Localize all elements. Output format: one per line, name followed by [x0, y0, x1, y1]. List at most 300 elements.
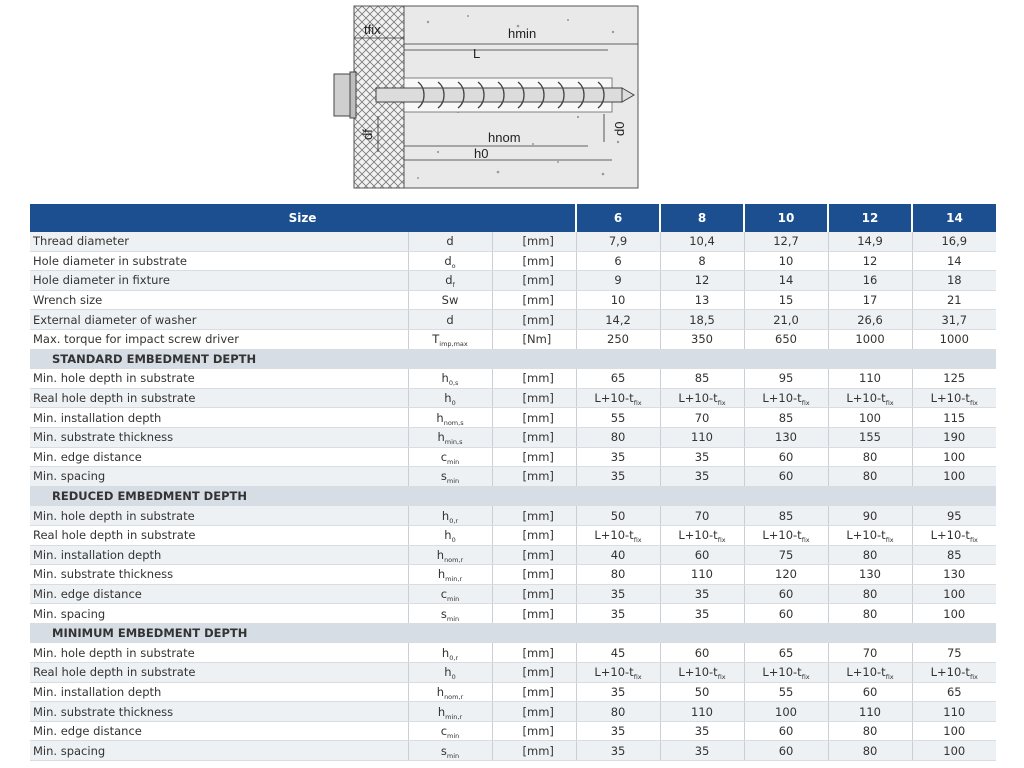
value-cell [744, 271, 828, 291]
parameter-name: Wrench size [30, 290, 408, 310]
value: L+10-t [930, 665, 970, 680]
unit: [mm] [492, 721, 576, 741]
unit: [mm] [492, 408, 576, 428]
symbol-subscript: 0,s [448, 379, 459, 388]
size-col-header: 12 [828, 204, 912, 232]
table-row [30, 702, 996, 722]
value-subscript: fix [801, 673, 810, 682]
value-cell [576, 408, 660, 428]
parameter-name: Min. installation depth [30, 545, 408, 565]
parameter-name: Min. spacing [30, 467, 408, 487]
symbol: c [440, 586, 448, 601]
value: 80 [862, 449, 878, 464]
value: 16 [862, 273, 878, 288]
symbol-subscript: imp,max [439, 340, 468, 349]
symbol-cell [408, 310, 492, 330]
value: L+10-t [846, 391, 886, 406]
symbol-subscript: 0 [451, 399, 456, 408]
value: 350 [691, 332, 713, 347]
value-cell [828, 251, 912, 271]
value-cell [744, 467, 828, 487]
value: 650 [775, 332, 797, 347]
value: 100 [859, 410, 881, 425]
value: L+10-t [846, 528, 886, 543]
value-cell [744, 310, 828, 330]
value-cell [576, 271, 660, 291]
unit: [mm] [492, 604, 576, 624]
value-cell [576, 721, 660, 741]
parameter-name: Min. spacing [30, 604, 408, 624]
value: L+10-t [846, 665, 886, 680]
value: 70 [694, 508, 710, 523]
parameter-name: Min. substrate thickness [30, 565, 408, 585]
value-subscript: fix [717, 399, 726, 408]
symbol-subscript: nom,s [443, 418, 464, 427]
value: 60 [862, 684, 878, 699]
table-row [30, 290, 996, 310]
value-cell [744, 506, 828, 526]
unit: [mm] [492, 643, 576, 663]
value: 50 [694, 684, 710, 699]
value: 125 [943, 371, 966, 386]
symbol: h [441, 371, 449, 386]
symbol-subscript: 0 [451, 536, 456, 545]
value-cell [744, 584, 828, 604]
value: 90 [862, 508, 878, 523]
value-cell [576, 232, 660, 251]
value: 75 [946, 645, 962, 660]
value-cell [912, 271, 996, 291]
value: 55 [610, 410, 626, 425]
table-row [30, 251, 996, 271]
value-cell [828, 467, 912, 487]
value: 10 [610, 293, 626, 308]
value: 100 [943, 606, 966, 621]
symbol: h [437, 430, 445, 445]
value: 110 [691, 567, 713, 582]
value: 35 [694, 469, 710, 484]
value: 85 [946, 547, 962, 562]
value-cell [912, 545, 996, 565]
value: L+10-t [762, 528, 802, 543]
value-cell [576, 604, 660, 624]
value-cell [828, 271, 912, 291]
value-cell [660, 702, 744, 722]
symbol: h [436, 410, 444, 425]
value: 110 [691, 704, 713, 719]
value: 190 [943, 430, 966, 445]
symbol-subscript: min,s [444, 438, 463, 447]
table-row [30, 310, 996, 330]
value: 8 [698, 253, 706, 268]
value-cell [576, 290, 660, 310]
value-cell [744, 369, 828, 389]
unit: [mm] [492, 584, 576, 604]
value-cell [912, 643, 996, 663]
symbol-cell [408, 388, 492, 408]
value: L+10-t [678, 665, 718, 680]
value: 17 [862, 293, 878, 308]
value: 100 [943, 743, 966, 758]
value: 110 [691, 430, 713, 445]
parameter-name: Thread diameter [30, 232, 408, 251]
value-cell [576, 682, 660, 702]
symbol-cell [408, 329, 492, 349]
value-cell [912, 525, 996, 545]
value-cell [660, 290, 744, 310]
screw-shank [376, 88, 622, 102]
value-cell [576, 663, 660, 683]
value-cell [912, 447, 996, 467]
value-cell [744, 721, 828, 741]
symbol: d [444, 253, 452, 268]
symbol-subscript: min [446, 614, 460, 623]
value: 70 [694, 410, 710, 425]
table-row [30, 545, 996, 565]
value: 35 [610, 449, 626, 464]
value-cell [660, 565, 744, 585]
size-col-header: 10 [744, 204, 828, 232]
unit: [mm] [492, 545, 576, 565]
symbol-subscript: f [452, 281, 455, 290]
value: 13 [694, 293, 710, 308]
value: 80 [610, 567, 626, 582]
value-cell [660, 721, 744, 741]
value-cell [660, 232, 744, 251]
unit: [mm] [492, 427, 576, 447]
value-cell [660, 271, 744, 291]
value: 80 [610, 704, 626, 719]
value-cell [744, 741, 828, 761]
label-hnom: hnom [488, 130, 521, 145]
value-cell [576, 329, 660, 349]
symbol: h [444, 528, 452, 543]
symbol: d [445, 273, 453, 288]
symbol: h [437, 567, 446, 582]
unit: [Nm] [492, 329, 576, 349]
value-subscript: fix [969, 673, 978, 682]
value: 35 [610, 606, 626, 621]
value-cell [912, 702, 996, 722]
value-subscript: fix [969, 399, 978, 408]
unit: [mm] [492, 271, 576, 291]
specification-table [30, 204, 996, 761]
value-cell [660, 310, 744, 330]
value: 65 [946, 684, 962, 699]
value: 95 [946, 508, 962, 523]
symbol: T [432, 332, 440, 347]
value: L+10-t [930, 391, 970, 406]
value: 60 [778, 724, 794, 739]
symbol-subscript: o [451, 261, 456, 270]
symbol: s [440, 469, 447, 484]
value-cell [744, 702, 828, 722]
value: 60 [694, 547, 710, 562]
unit: [mm] [492, 251, 576, 271]
table-row [30, 467, 996, 487]
value: 95 [778, 371, 794, 386]
table-header-row [30, 204, 996, 232]
value-cell [828, 232, 912, 251]
label-h0: h0 [474, 146, 489, 161]
value: 7,9 [608, 234, 628, 249]
table-row [30, 427, 996, 447]
symbol-subscript: min,r [445, 575, 463, 584]
value-cell [660, 427, 744, 447]
value: 21 [946, 293, 962, 308]
table-row [30, 741, 996, 761]
symbol-cell [408, 427, 492, 447]
value-cell [828, 584, 912, 604]
value: 60 [778, 449, 794, 464]
value: 110 [943, 704, 966, 719]
value: L+10-t [594, 391, 634, 406]
value: 130 [943, 567, 966, 582]
section-title: STANDARD EMBEDMENT DEPTH [30, 349, 996, 369]
value-subscript: fix [885, 673, 894, 682]
value-cell [828, 604, 912, 624]
symbol: d [446, 234, 454, 249]
value-cell [576, 388, 660, 408]
value: 80 [862, 586, 878, 601]
value-cell [828, 388, 912, 408]
unit: [mm] [492, 663, 576, 683]
value: 60 [694, 645, 710, 660]
value-cell [660, 329, 744, 349]
unit: [mm] [492, 741, 576, 761]
unit: [mm] [492, 388, 576, 408]
value-cell [576, 741, 660, 761]
value: 100 [775, 704, 797, 719]
value-cell [744, 525, 828, 545]
value: 18,5 [689, 312, 715, 327]
symbol-cell [408, 369, 492, 389]
symbol-subscript: min [446, 477, 460, 486]
symbol-subscript: 0,r [449, 653, 459, 662]
value-cell [912, 584, 996, 604]
value-cell [576, 467, 660, 487]
value-cell [576, 565, 660, 585]
value-cell [912, 388, 996, 408]
label-df: df [360, 129, 375, 140]
value: 40 [610, 547, 626, 562]
value-cell [576, 545, 660, 565]
symbol-subscript: min,r [445, 712, 463, 721]
value-cell [828, 545, 912, 565]
value-cell [576, 310, 660, 330]
value-cell [828, 663, 912, 683]
value-cell [660, 682, 744, 702]
table-row [30, 584, 996, 604]
washer [350, 72, 356, 118]
value-cell [912, 232, 996, 251]
value: 12 [862, 253, 878, 268]
value: 85 [778, 410, 794, 425]
value: 26,6 [857, 312, 883, 327]
table-row [30, 663, 996, 683]
symbol-cell [408, 643, 492, 663]
value-cell [912, 604, 996, 624]
symbol-cell [408, 525, 492, 545]
value-cell [828, 369, 912, 389]
value: 1000 [855, 332, 885, 347]
symbol-subscript: 0 [451, 673, 456, 682]
table-row [30, 388, 996, 408]
value-cell [912, 721, 996, 741]
value: 80 [862, 547, 878, 562]
value-cell [744, 329, 828, 349]
installation-diagram [318, 2, 678, 192]
value: 21,0 [773, 312, 799, 327]
value-cell [912, 427, 996, 447]
value-cell [660, 604, 744, 624]
value-cell [660, 251, 744, 271]
value-cell [828, 525, 912, 545]
size-header: Size [30, 204, 576, 232]
value-cell [660, 388, 744, 408]
value: 100 [943, 469, 966, 484]
symbol: h [441, 508, 450, 523]
value-cell [576, 702, 660, 722]
value-cell [576, 506, 660, 526]
unit: [mm] [492, 369, 576, 389]
value: 15 [778, 293, 794, 308]
value: L+10-t [678, 391, 718, 406]
value-cell [576, 447, 660, 467]
value-cell [828, 408, 912, 428]
parameter-name: Min. installation depth [30, 408, 408, 428]
table-row [30, 721, 996, 741]
value: L+10-t [678, 528, 718, 543]
parameter-name: Min. edge distance [30, 447, 408, 467]
value: 120 [775, 567, 797, 582]
symbol-subscript: nom,r [444, 692, 464, 701]
value: 35 [610, 684, 626, 699]
value: 16,9 [941, 234, 968, 249]
value: 110 [859, 704, 881, 719]
parameter-name: External diameter of washer [30, 310, 408, 330]
section-header-row [30, 349, 996, 369]
value-cell [744, 545, 828, 565]
symbol-cell [408, 682, 492, 702]
value: L+10-t [762, 665, 802, 680]
table-row [30, 565, 996, 585]
value: 110 [859, 371, 881, 386]
value: 50 [610, 508, 626, 523]
value-cell [828, 329, 912, 349]
symbol-cell [408, 447, 492, 467]
value: 65 [778, 645, 794, 660]
value-cell [828, 310, 912, 330]
value-cell [912, 565, 996, 585]
value: 60 [778, 469, 794, 484]
parameter-name: Min. hole depth in substrate [30, 506, 408, 526]
symbol-cell [408, 545, 492, 565]
value-subscript: fix [885, 399, 894, 408]
table-row [30, 506, 996, 526]
value-cell [744, 251, 828, 271]
value-cell [660, 506, 744, 526]
symbol: h [436, 684, 445, 699]
value-cell [660, 643, 744, 663]
symbol-subscript: min [446, 751, 460, 760]
parameter-name: Max. torque for impact screw driver [30, 329, 408, 349]
value-cell [912, 682, 996, 702]
size-col-header: 14 [912, 204, 996, 232]
unit: [mm] [492, 702, 576, 722]
value: 10,4 [689, 234, 715, 249]
symbol: h [436, 547, 445, 562]
value: 35 [610, 469, 626, 484]
value-cell [828, 290, 912, 310]
label-L: L [473, 46, 481, 61]
symbol-cell [408, 663, 492, 683]
value: 85 [694, 371, 710, 386]
parameter-name: Min. hole depth in substrate [30, 369, 408, 389]
table-row [30, 447, 996, 467]
value-cell [744, 388, 828, 408]
value-cell [660, 447, 744, 467]
symbol-subscript: min [447, 594, 460, 603]
value: 155 [859, 430, 881, 445]
value-cell [912, 329, 996, 349]
symbol-cell [408, 565, 492, 585]
value: 80 [610, 430, 626, 445]
value-cell [744, 604, 828, 624]
value: 65 [610, 371, 626, 386]
value-cell [828, 702, 912, 722]
section-header-row [30, 623, 996, 643]
value: 100 [943, 724, 966, 739]
value-cell [744, 643, 828, 663]
value-cell [576, 584, 660, 604]
label-hmin: hmin [508, 26, 537, 41]
table-row [30, 329, 996, 349]
label-tfix: tfix [364, 22, 381, 37]
value-cell [660, 741, 744, 761]
value: 80 [862, 724, 878, 739]
value-cell [912, 310, 996, 330]
value-cell [660, 584, 744, 604]
value-subscript: fix [801, 536, 810, 545]
value-cell [576, 643, 660, 663]
parameter-name: Real hole depth in substrate [30, 388, 408, 408]
parameter-name: Real hole depth in substrate [30, 663, 408, 683]
value-cell [660, 408, 744, 428]
value-cell [828, 447, 912, 467]
value: 80 [862, 469, 878, 484]
value-cell [828, 643, 912, 663]
symbol: s [440, 743, 447, 758]
value: 1000 [939, 332, 969, 347]
value-cell [660, 525, 744, 545]
symbol-cell [408, 721, 492, 741]
value: 35 [694, 743, 710, 758]
value: 60 [778, 586, 794, 601]
parameter-name: Min. substrate thickness [30, 427, 408, 447]
symbol-cell [408, 506, 492, 526]
value-cell [744, 663, 828, 683]
symbol-cell [408, 584, 492, 604]
symbol: h [437, 704, 446, 719]
value: 100 [943, 449, 966, 464]
unit: [mm] [492, 525, 576, 545]
value: 31,7 [941, 312, 968, 327]
table-row [30, 232, 996, 251]
symbol: h [441, 645, 450, 660]
symbol: h [444, 391, 452, 406]
value-cell [744, 427, 828, 447]
